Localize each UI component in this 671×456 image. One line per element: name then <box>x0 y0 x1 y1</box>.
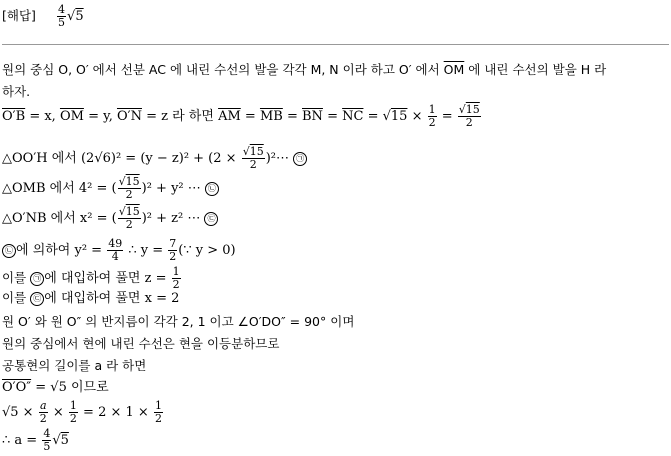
solution-line-12: 공통현의 길이를 a 라 하면 <box>2 358 147 373</box>
marker-1: ㉠ <box>293 152 307 166</box>
answer-line: [해답] $\frac{4}{5}$ √5 <box>2 3 84 29</box>
solution-line-9: 이를 ㉢ 에 대입하여 풀면 x = 2 <box>2 290 180 306</box>
divider <box>2 44 669 45</box>
answer-label: [해답] <box>2 8 36 23</box>
solution-line-10: 원 O′ 와 원 O″ 의 반지름이 각각 2, 1 이고 ∠O′DO″ = 90° 이며 <box>2 314 355 329</box>
solution-line-2: 하자. <box>2 84 31 99</box>
solution-line-4: △OO′H 에서 (2√6)² = (y − z)² + (2 × $\frac{√15}{2}$ )²⋯ ㉠ <box>2 146 307 171</box>
solution-line-5: △OMB 에서 4² = ( $\frac{√15}{2}$ )² + y² ⋯ ㉡ <box>2 176 219 201</box>
marker-2: ㉡ <box>205 182 219 196</box>
solution-line-11: 원의 중심에서 현에 내린 수선은 현을 이등분하므로 <box>2 336 280 351</box>
solution-line-13: O′O″ = √5 이므로 <box>2 380 109 395</box>
marker-2-ref: ㉡ <box>2 244 16 258</box>
solution-line-1: 원의 중심 O, O′ 에서 선분 AC 에 내린 수선의 발을 각각 M, N 이라 하고 O′ 에서 $\overline{OM}$ 에 내린 수선의 발을 H 라 <box>2 62 607 77</box>
solution-line-3: O′B = x, $\overline{OM} = y$, O′N = z 라 하면 $\overline{AM} = \overline{MB} = \overline{BN} = \overline{NC} = √15$ × $\frac{1}{2}$ = $\frac{√15}{2}$ <box>2 103 480 129</box>
solution-line-15: ∴ a = $\frac{4}{5}$ √5 <box>2 427 69 453</box>
solution-line-7: ㉡ 에 의하여 y² = $\frac{49}{4}$ ∴ y = $\frac{7}{2}$ (∵ y > 0) <box>2 238 236 263</box>
marker-3: ㉢ <box>204 212 218 226</box>
solution-line-6: △O′NB 에서 x² = ( $\frac{√15}{2}$ )² + z² ⋯ ㉢ <box>2 206 218 231</box>
solution-line-8: 이를 ㉠ 에 대입하여 풀면 z = $\frac{1}{2}$ <box>2 265 180 291</box>
answer-fraction: $\frac{4}{5}$ <box>58 3 66 29</box>
solution-line-14: √5 × $\frac{a}{2}$ × $\frac{1}{2}$ = 2 × 1 × $\frac{1}{2}$ <box>2 399 162 425</box>
